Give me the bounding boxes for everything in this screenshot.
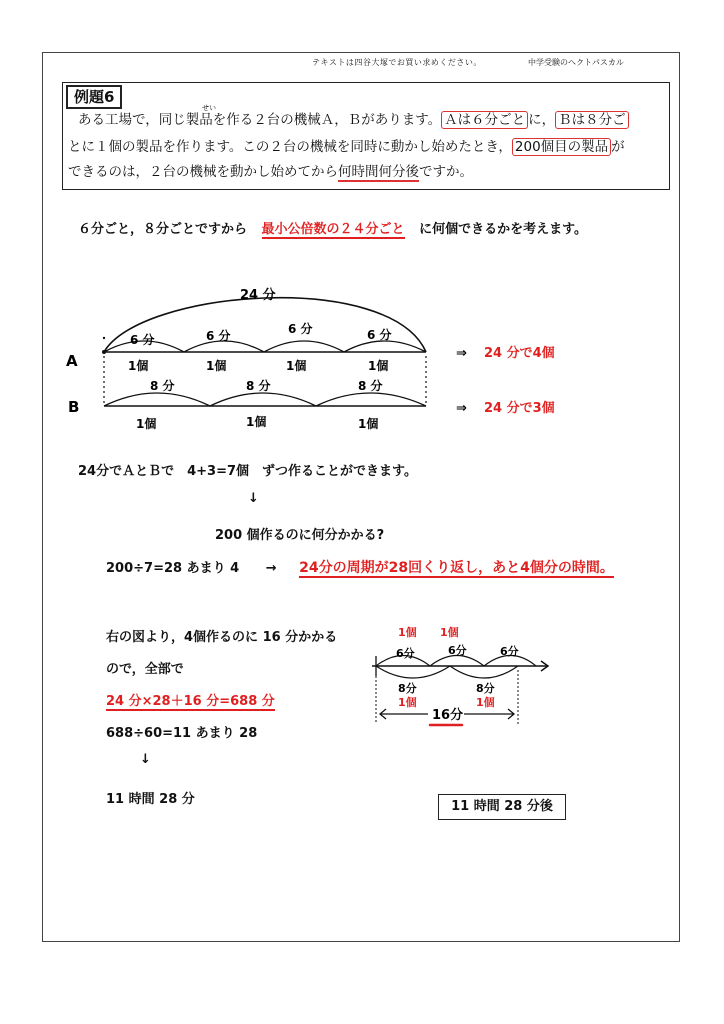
- down-arrow-1: ↓: [248, 491, 259, 506]
- span-label: 24 分: [240, 288, 276, 303]
- highlight-200: 200個目の製品: [512, 138, 611, 156]
- small-b-0: 8分: [398, 682, 417, 695]
- intro-lcm: 最小公倍数の２４分ごと: [261, 222, 405, 237]
- header-notice: テキストは四谷大塚でお買い求めください。: [312, 58, 482, 67]
- b-seg-1: 8 分: [246, 379, 271, 393]
- calc-line-2: [106, 690, 275, 709]
- highlight-a: Ａは６分ごと: [441, 111, 528, 129]
- result-line: 11 時間 28 分: [106, 792, 195, 807]
- a-seg-3: 6 分: [367, 328, 392, 342]
- figure-text-2: ので，全部で: [106, 662, 184, 677]
- b-item-0: 1個: [136, 417, 157, 431]
- highlight-time: 何時間何分後: [338, 164, 419, 180]
- small-bottom-1: 1個: [476, 696, 495, 709]
- a-item-3: 1個: [368, 359, 389, 373]
- intro-text: に何個できるかを考えます。: [419, 222, 588, 237]
- arrow-a: ⇒: [456, 346, 467, 361]
- problem-text: が: [611, 139, 625, 155]
- arrow-b: ⇒: [456, 401, 467, 416]
- calc-line-1: [106, 557, 614, 577]
- small-bottom-0: 1個: [398, 696, 417, 709]
- b-item-2: 1個: [358, 417, 379, 431]
- calc1-note: 24分の周期が28回くり返し，あと4個分の時間。: [299, 560, 614, 576]
- a-item-1: 1個: [206, 359, 227, 373]
- calc1-text: 200÷7=28 あまり 4: [106, 561, 240, 576]
- sum-line: 24分でＡとＢで 4+3=7個 ずつ作ることができます。: [78, 464, 417, 479]
- small-a-2: 6分: [500, 645, 519, 658]
- a-seg-2: 6 分: [288, 322, 313, 336]
- down-arrow-2: ↓: [140, 752, 151, 767]
- a-seg-0: 6 分: [130, 333, 155, 347]
- intro-text: ６分ごと，８分ごとですから: [78, 222, 248, 237]
- small-b-1: 8分: [476, 682, 495, 695]
- problem-text: に，: [528, 112, 556, 128]
- b-item-1: 1個: [246, 415, 267, 429]
- final-answer-box: 11 時間 28 分後: [438, 794, 566, 820]
- label-a: A: [66, 352, 78, 370]
- small-total: 16分: [432, 708, 464, 723]
- result-b: 24 分で3個: [484, 401, 555, 416]
- label-b: B: [68, 398, 80, 416]
- calc-line-3: 688÷60=11 あまり 28: [106, 726, 258, 741]
- small-top-1: 1個: [440, 626, 459, 639]
- result-a: 24 分で4個: [484, 346, 555, 361]
- header-brand: 中学受験のヘクトパスカル: [528, 58, 624, 67]
- calc2-text: 24 分×28＋16 分=688 分: [106, 694, 275, 709]
- small-top-0: 1個: [398, 626, 417, 639]
- problem-tag: 例題6: [66, 85, 122, 109]
- right-arrow: →: [265, 561, 277, 576]
- question-line: 200 個作るのに何分かかる?: [215, 528, 385, 543]
- b-seg-0: 8 分: [150, 379, 175, 393]
- a-seg-1: 6 分: [206, 329, 231, 343]
- a-item-2: 1個: [286, 359, 307, 373]
- a-item-0: 1個: [128, 359, 149, 373]
- highlight-b: Ｂは８分ご: [555, 111, 629, 129]
- problem-text: ですか。: [419, 164, 473, 180]
- ruby-sei: せい: [202, 104, 216, 112]
- problem-text: ある工場で，同じ製品を作る２台の機械Ａ，Ｂがあります。: [78, 112, 442, 128]
- b-seg-2: 8 分: [358, 379, 383, 393]
- small-a-1: 6分: [448, 644, 467, 657]
- small-a-0: 6分: [396, 647, 415, 660]
- problem-text: とに１個の製品を作ります。この２台の機械を同時に動かし始めたとき，: [68, 139, 512, 155]
- figure-text-1: 右の図より，4個作るのに 16 分かかる: [106, 630, 338, 645]
- problem-text: できるのは，２台の機械を動かし始めてから: [68, 164, 338, 180]
